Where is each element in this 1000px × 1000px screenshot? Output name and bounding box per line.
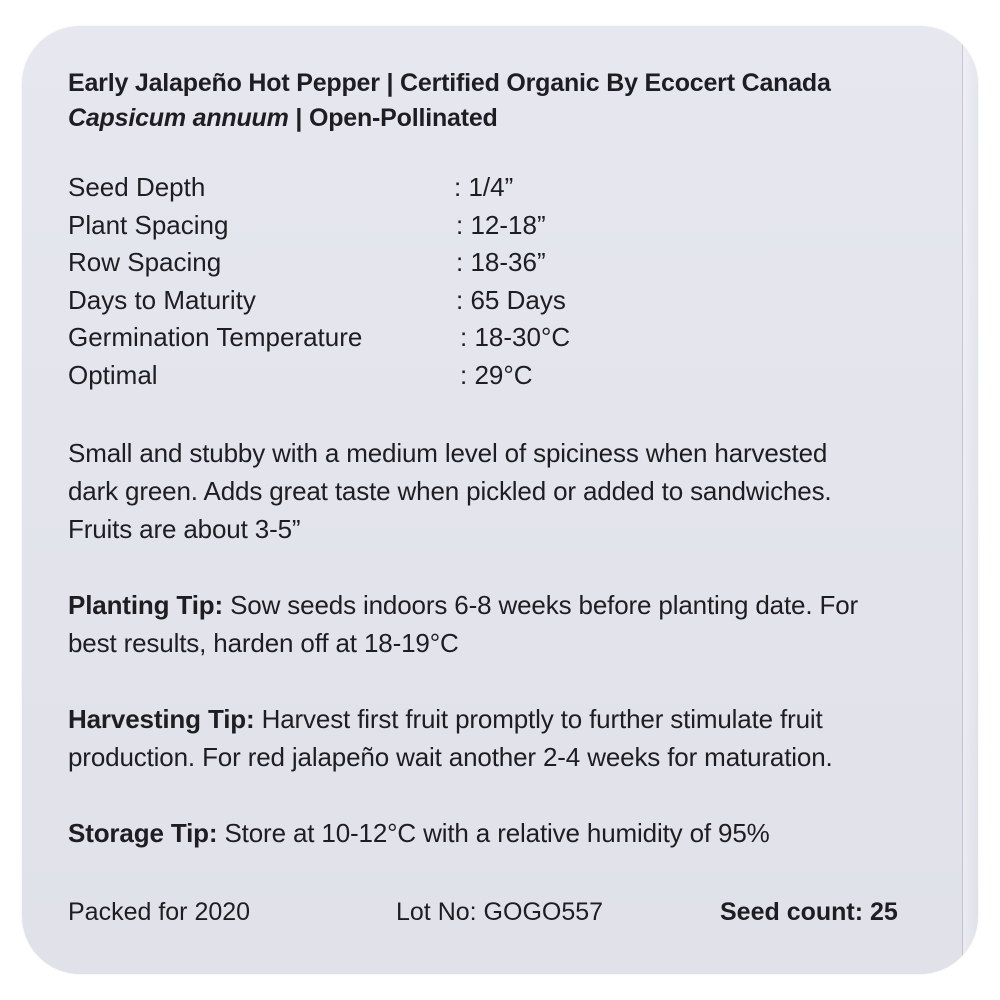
spec-row-seed-depth: [68, 169, 948, 207]
spec-value: : 18-30°C: [460, 322, 571, 352]
spec-value: : 65 Days: [456, 284, 566, 315]
packet-fold-flap: [963, 26, 978, 974]
spec-row-optimal: [68, 357, 948, 395]
variety-description: [68, 434, 948, 548]
spec-value: : 1/4”: [454, 172, 514, 202]
description-line: Small and stubby with a medium level of spiciness when harvested: [68, 438, 828, 468]
product-subtitle: [68, 101, 948, 136]
seed-count: Seed count: 25: [720, 898, 898, 926]
spec-value: : 18-36”: [456, 247, 546, 277]
packet-footer: [68, 898, 928, 934]
storage-tip-text: Store at 10-12°C with a relative humidity of 95%: [217, 818, 770, 848]
harvesting-tip-label: Harvesting Tip:: [68, 704, 255, 734]
pollination-type: | Open-Pollinated: [288, 104, 498, 132]
latin-name: Capsicum annuum: [68, 104, 289, 132]
packed-year: Packed for 2020: [68, 898, 251, 926]
spec-label: Row Spacing: [68, 247, 222, 277]
planting-tip-label: Planting Tip:: [68, 590, 224, 620]
product-title: [68, 66, 948, 101]
spec-label: Germination Temperature: [68, 322, 363, 352]
spec-label: Days to Maturity: [68, 284, 256, 315]
spec-row-row-spacing: [68, 244, 948, 282]
spec-label: Optimal: [68, 359, 158, 390]
description-line: Fruits are about 3-5”: [68, 514, 301, 544]
spec-label: Seed Depth: [68, 172, 206, 202]
lot-number: Lot No: GOGO557: [396, 898, 604, 926]
storage-tip: [68, 814, 948, 852]
seed-packet-label: [22, 26, 978, 974]
planting-tip-text: Sow seeds indoors 6-8 weeks before planting date. For: [223, 590, 859, 620]
spec-row-plant-spacing: [68, 207, 948, 245]
planting-tip: [68, 586, 948, 662]
harvesting-tip-text: production. For red jalapeño wait another 2-4 weeks for maturation.: [68, 742, 833, 772]
storage-tip-label: Storage Tip:: [68, 818, 218, 848]
spec-row-days-to-maturity: [68, 282, 948, 320]
growing-specs: [68, 169, 948, 394]
description-line: dark green. Adds great taste when pickled or added to sandwiches.: [68, 476, 832, 506]
spec-row-germination-temperature: [68, 319, 948, 357]
product-title-line1: Early Jalapeño Hot Pepper | Certified Organic By Ecocert Canada: [68, 69, 831, 97]
label-content: [68, 66, 948, 852]
spec-value: : 29°C: [460, 359, 533, 390]
spec-value: : 12-18”: [456, 209, 546, 240]
planting-tip-text: best results, harden off at 18-19°C: [68, 628, 459, 658]
spec-label: Plant Spacing: [68, 209, 229, 240]
harvesting-tip-text: Harvest first fruit promptly to further stimulate fruit: [254, 704, 823, 734]
harvesting-tip: [68, 700, 948, 776]
